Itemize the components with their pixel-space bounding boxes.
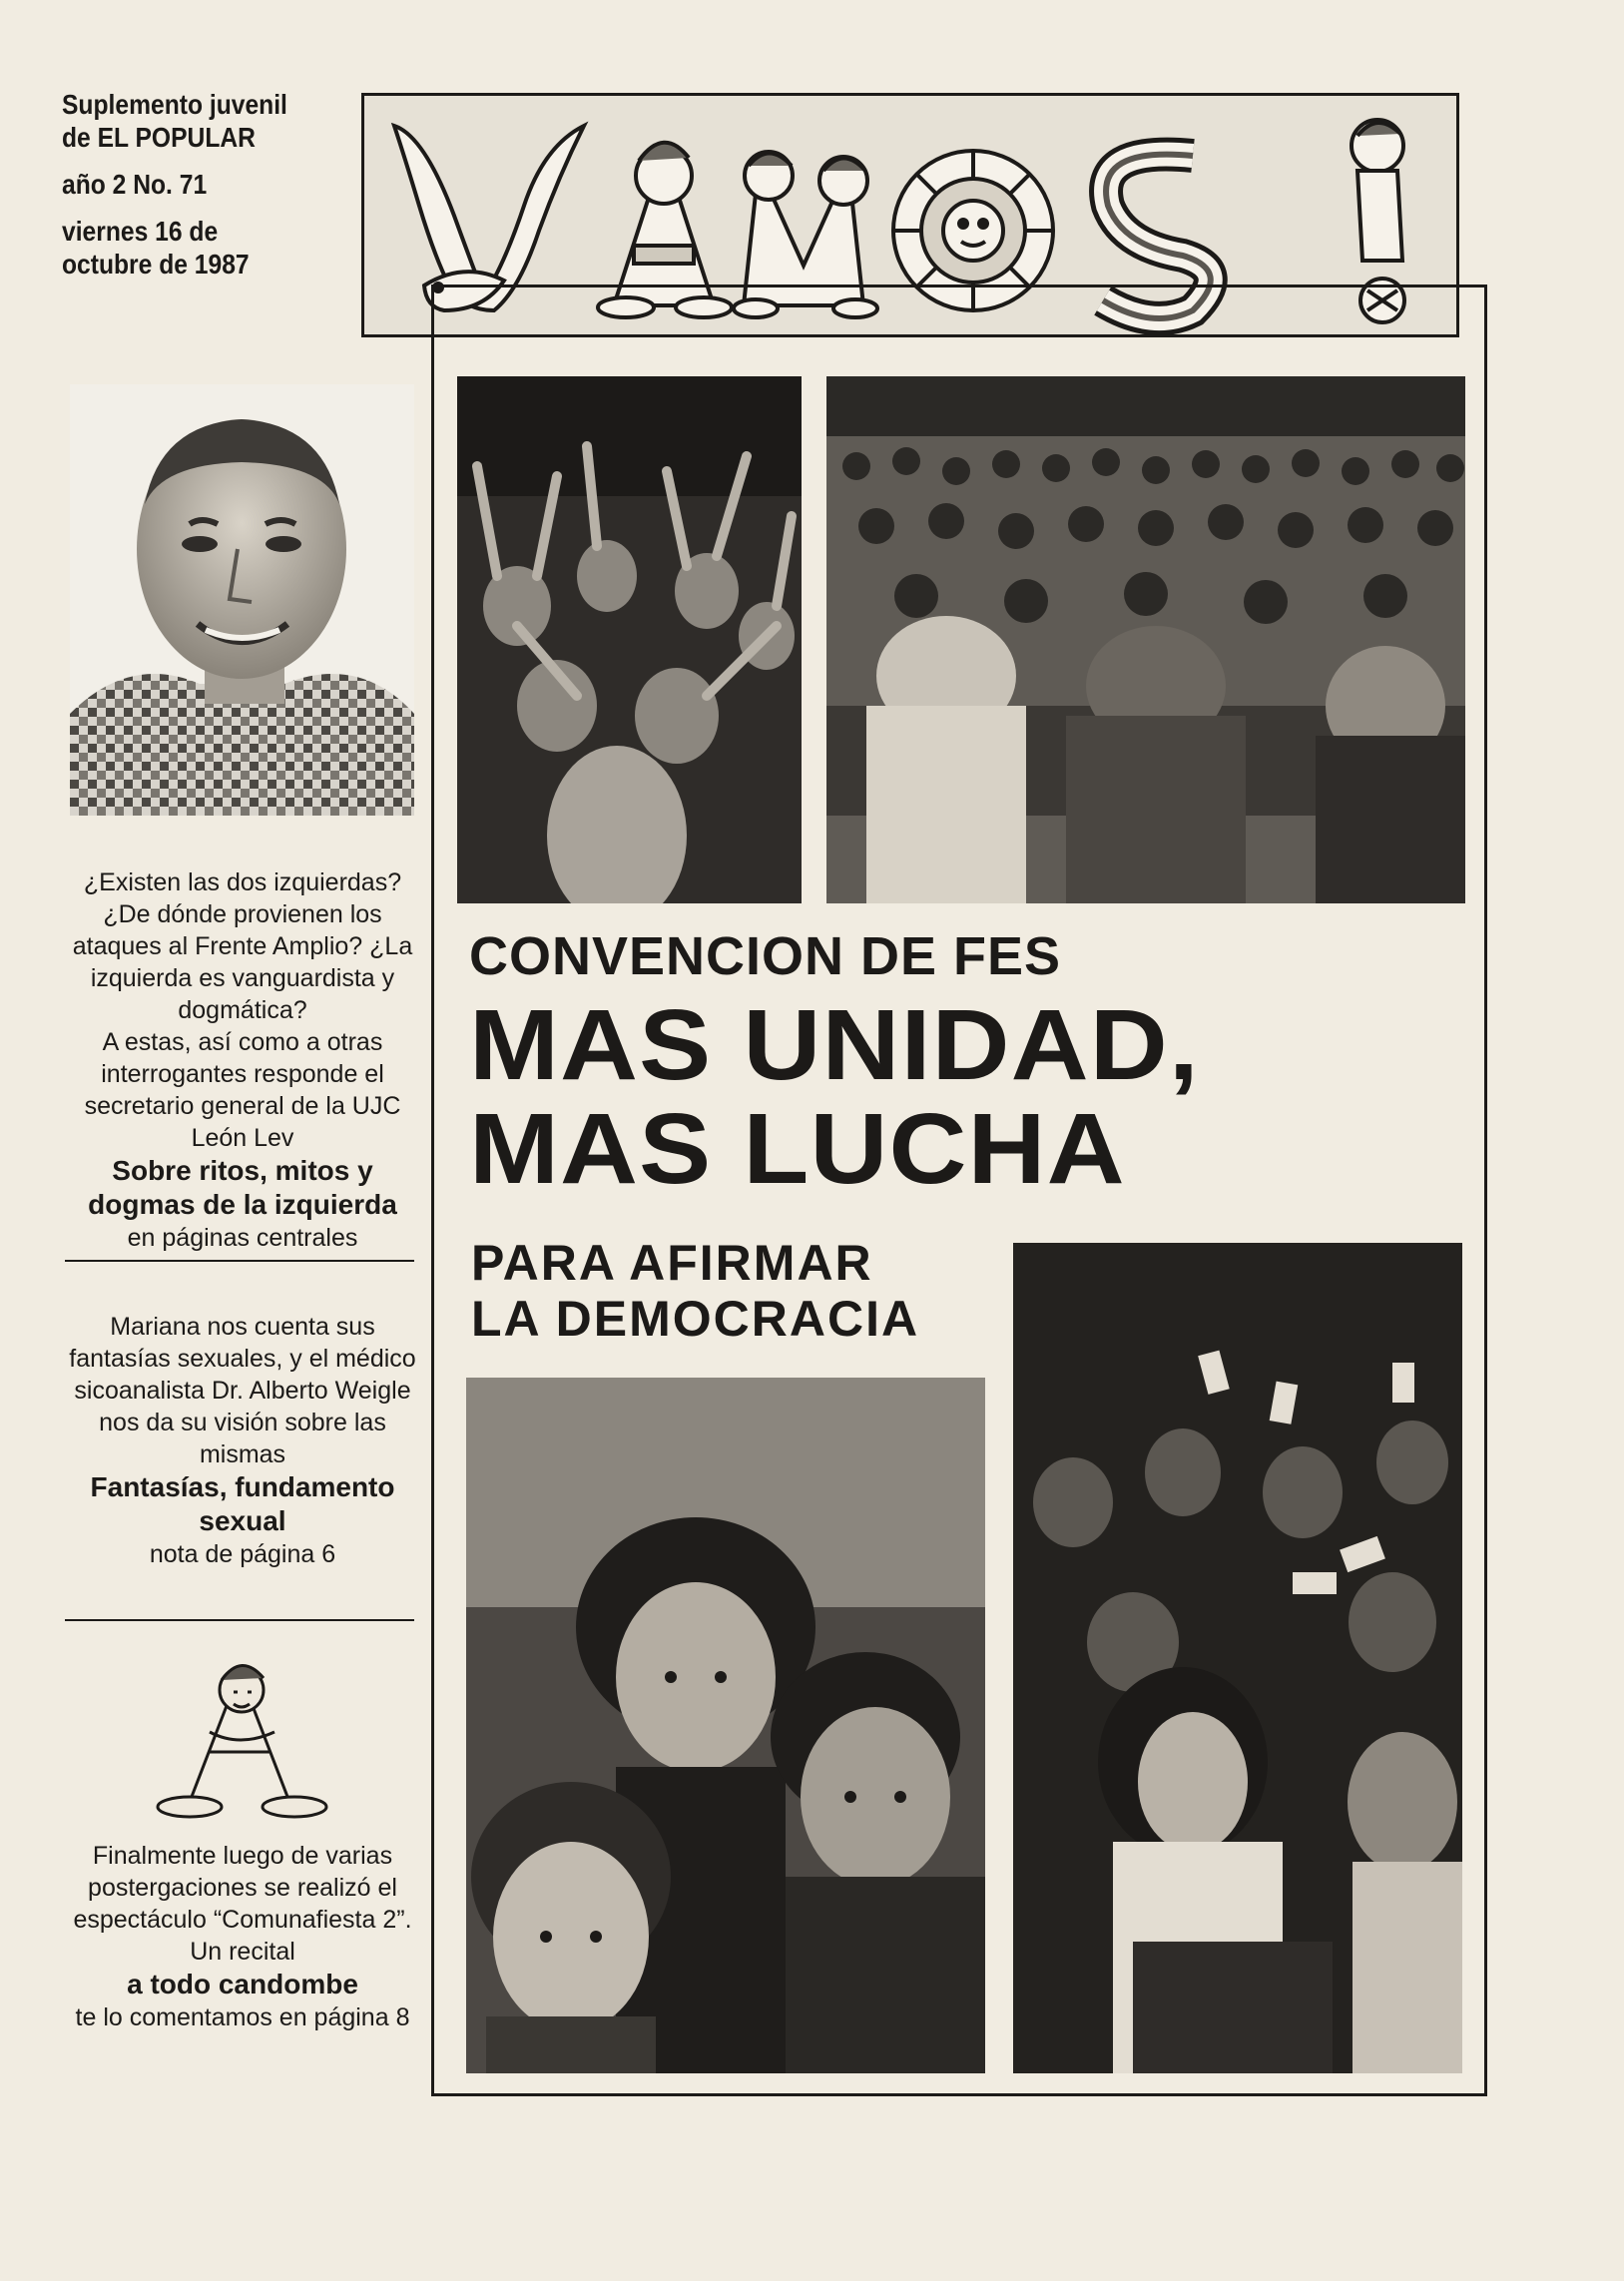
- divider: [65, 1619, 414, 1621]
- portrait-photo: [70, 384, 414, 816]
- cover-subhead: [471, 1235, 919, 1347]
- teaser-page-note: nota de página 6: [149, 1540, 336, 1568]
- voting-girl-illustration: [1013, 1243, 1462, 2073]
- assembly-illustration: [826, 376, 1465, 903]
- teaser-fantasias: [58, 1311, 427, 1570]
- teaser-headline: a todo candombe: [127, 1969, 358, 1999]
- crowd-voting-illustration: [457, 376, 802, 903]
- teaser-page-note: te lo comentamos en página 8: [75, 2003, 410, 2031]
- photo-convention-hall: [826, 376, 1465, 903]
- cover-headline: [469, 989, 1200, 1205]
- teaser-intro-line: Mariana nos cuenta sus: [110, 1313, 375, 1341]
- teaser-headline: Sobre ritos, mitos y: [112, 1155, 373, 1186]
- mascot-drawing: [150, 1652, 334, 1822]
- teaser-intro-line: ataques al Frente Amplio? ¿La: [72, 932, 413, 960]
- teaser-intro-line: A estas, así como a otras: [102, 1028, 383, 1056]
- teaser-headline: dogmas de la izquierda: [88, 1189, 397, 1220]
- teaser-intro-line: interrogantes responde el: [101, 1060, 384, 1088]
- teaser-intro-line: izquierda es vanguardista y: [90, 964, 395, 992]
- teaser-intro-line: sicoanalista Dr. Alberto Weigle: [74, 1377, 411, 1405]
- teaser-intro-line: fantasías sexuales, y el médico: [69, 1345, 416, 1373]
- teaser-headline: Fantasías, fundamento: [90, 1471, 395, 1502]
- teaser-comunafiesta: [58, 1840, 427, 2033]
- mascot-cartoon: [150, 1652, 334, 1822]
- teaser-intro-line: nos da su visión sobre las: [99, 1409, 386, 1436]
- issue-date-line2: octubre de 1987: [62, 249, 250, 280]
- teaser-intro-line: espectáculo “Comunafiesta 2”.: [73, 1906, 412, 1934]
- teaser-page-note: en páginas centrales: [127, 1224, 358, 1252]
- photo-raised-hands: [457, 376, 802, 903]
- cover-subhead-line1: PARA AFIRMAR: [471, 1235, 873, 1291]
- cover-headline-line1: MAS UNIDAD,: [469, 989, 1200, 1101]
- teaser-intro-line: postergaciones se realizó el: [88, 1874, 397, 1902]
- photo-voting-crowd: [1013, 1243, 1462, 2073]
- issue-info: [62, 88, 287, 281]
- divider: [65, 1260, 414, 1262]
- photo-young-faces: [466, 1378, 985, 2073]
- teaser-intro-line: mismas: [199, 1440, 286, 1468]
- cover-headline-line2: MAS LUCHA: [469, 1093, 1126, 1205]
- cover-subhead-line2: LA DEMOCRACIA: [471, 1291, 920, 1347]
- parent-publication: de EL POPULAR: [62, 122, 256, 153]
- teaser-intro-line: dogmática?: [178, 996, 307, 1024]
- issue-date-line1: viernes 16 de: [62, 216, 219, 247]
- teaser-intro-line: Un recital: [190, 1938, 295, 1966]
- teaser-leon-lev: [58, 866, 427, 1254]
- issue-number: año 2 No. 71: [62, 169, 208, 200]
- youth-portrait-illustration: [466, 1378, 985, 2073]
- teaser-intro-line: Finalmente luego de varias: [92, 1842, 393, 1870]
- teaser-headline: sexual: [199, 1505, 286, 1536]
- teaser-intro-line: León Lev: [191, 1124, 294, 1152]
- teaser-intro-line: ¿Existen las dos izquierdas?: [83, 868, 402, 896]
- teaser-intro-line: secretario general de la UJC: [84, 1092, 401, 1120]
- portrait-illustration: [70, 384, 414, 816]
- cover-kicker: CONVENCION DE FES: [469, 926, 1062, 986]
- publication-name: Suplemento juvenil: [62, 89, 287, 120]
- teaser-intro-line: ¿De dónde provienen los: [103, 900, 382, 928]
